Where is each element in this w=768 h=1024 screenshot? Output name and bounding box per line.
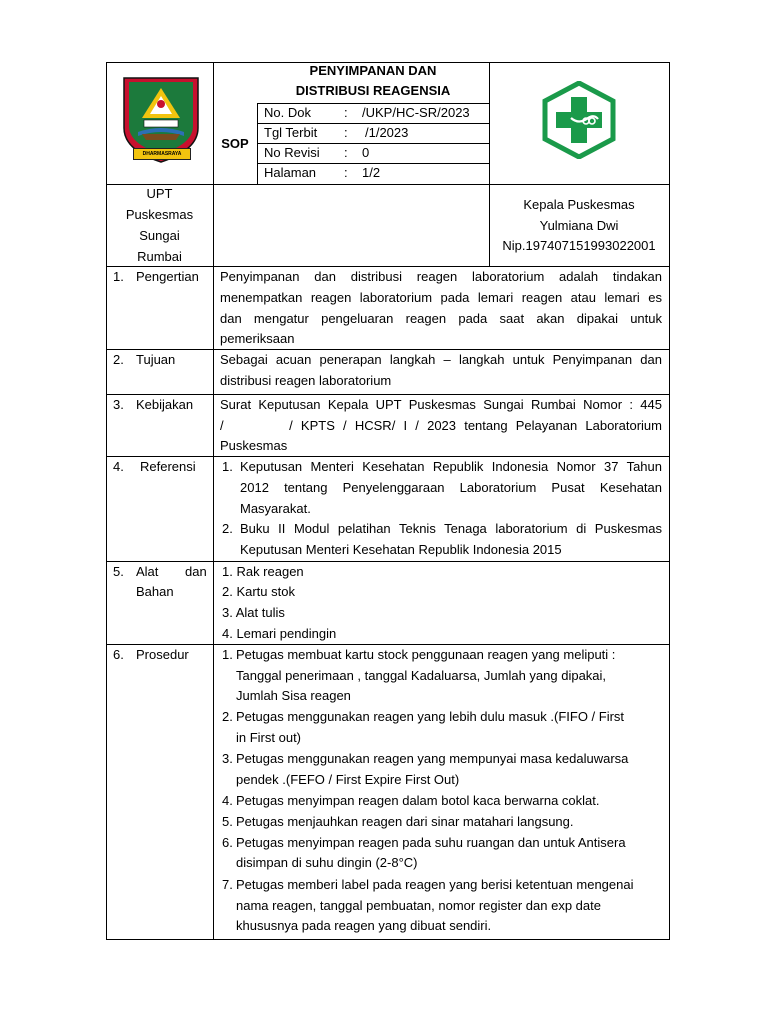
list-line: khususnya pada reagen yang dibuat sendiri. xyxy=(236,918,492,933)
list-number: 2. xyxy=(222,521,233,536)
doc-field-value: /UKP/HC-SR/2023 xyxy=(362,105,470,120)
list-line: Petugas menggunakan reagen yang lebih dulu masuk .(FIFO / First xyxy=(236,709,625,724)
list-line: Petugas menyimpan reagen pada suhu ruangan dan untuk Antisera xyxy=(236,835,626,850)
body-line: dan mengatur pengeluaran reagen pada saat akan dipakai untuk xyxy=(220,311,662,326)
signatory-name: Yulmiana Dwi xyxy=(539,218,619,233)
column-divider xyxy=(213,62,214,940)
section-label: Alat xyxy=(136,564,159,579)
unit-line: UPT xyxy=(146,186,173,201)
list-line: Masyarakat. xyxy=(240,501,311,516)
list-number: 1. xyxy=(222,459,233,474)
doc-field-sep: : xyxy=(344,145,348,160)
body-line: Surat Keputusan Kepala UPT Puskesmas Sungai Rumbai Nomor : 445 xyxy=(220,397,662,412)
health-cross-icon xyxy=(542,81,616,159)
doc-field-label: Tgl Terbit xyxy=(264,125,318,140)
table-right-border xyxy=(669,62,670,940)
list-line: Keputusan Menteri Kesehatan Republik Indonesia Nomor 37 Tahun xyxy=(240,459,662,474)
doc-field-value: 0 xyxy=(362,145,370,160)
doc-field-sep: : xyxy=(344,125,348,140)
section-label: Tujuan xyxy=(136,352,176,367)
section-number: 5. xyxy=(113,564,124,579)
body-line: menempatkan reagen laboratorium pada lemari reagen atau lemari es xyxy=(220,290,662,305)
unit-line: Sungai xyxy=(139,228,180,243)
doc-field-label: No. Dok xyxy=(264,105,311,120)
sop-label: SOP xyxy=(221,136,249,151)
list-line: Petugas menjauhkan reagen dari sinar matahari langsung. xyxy=(236,814,574,829)
section-label: Prosedur xyxy=(136,647,189,662)
section-number: 2. xyxy=(113,352,124,367)
district-logo xyxy=(120,74,202,166)
list-line: in First out) xyxy=(236,730,302,745)
list-item: 3. Alat tulis xyxy=(222,605,285,620)
list-line: Petugas membuat kartu stock penggunaan reagen yang meliputi : xyxy=(236,647,616,662)
signatory-title: Kepala Puskesmas xyxy=(523,197,635,212)
list-number: 6. xyxy=(222,835,233,850)
doc-field-value: 1/2 xyxy=(362,165,381,180)
list-line: Petugas memberi label pada reagen yang berisi ketentuan mengenai xyxy=(236,877,634,892)
doc-field-label: No Revisi xyxy=(264,145,320,160)
list-line: Tanggal penerimaan , tanggal Kadaluarsa, Jumlah yang dipakai, xyxy=(236,668,607,683)
list-line: Keputusan Menteri Kesehatan Republik Indonesia 2015 xyxy=(240,542,562,557)
doc-field-label: Halaman xyxy=(264,165,317,180)
body-line: pemeriksaan xyxy=(220,331,295,346)
list-number: 2. xyxy=(222,709,233,724)
list-line: pendek .(FEFO / First Expire First Out) xyxy=(236,772,460,787)
logo-motto: DHARMASRAYA xyxy=(133,148,191,160)
body-line: distribusi reagen laboratorium xyxy=(220,373,392,388)
section-number: 3. xyxy=(113,397,124,412)
doc-field-value: /1/2023 xyxy=(365,125,409,140)
list-item: 4. Lemari pendingin xyxy=(222,626,337,641)
body-line: Puskesmas xyxy=(220,438,288,453)
section-label: Kebijakan xyxy=(136,397,194,412)
body-line: / / KPTS / HCSR/ I / 2023 tentang Pelayanan Laboratorium xyxy=(220,418,662,433)
sop-divider xyxy=(257,103,258,184)
list-item: 2. Kartu stok xyxy=(222,584,295,599)
puskesmas-logo xyxy=(542,81,616,159)
list-line: Buku II Modul pelatihan Teknis Tenaga laboratorium di Puskesmas xyxy=(240,521,662,536)
list-line: Petugas menggunakan reagen yang mempunyai masa kedaluwarsa xyxy=(236,751,629,766)
list-number: 3. xyxy=(222,751,233,766)
table-bottom-border xyxy=(106,939,669,940)
section-label: Pengertian xyxy=(136,269,199,284)
list-line: Jumlah Sisa reagen xyxy=(236,688,351,703)
list-line: nama reagen, tanggal pembuatan, nomor register dan exp date xyxy=(236,898,601,913)
unit-line: Puskesmas xyxy=(125,207,194,222)
signatory-nip: Nip.197407151993022001 xyxy=(502,238,656,253)
list-number: 4. xyxy=(222,793,233,808)
list-line: disimpan di suhu dingin (2-8°C) xyxy=(236,855,418,870)
list-line: Petugas menyimpan reagen dalam botol kaca berwarna coklat. xyxy=(236,793,600,808)
section-label: dan xyxy=(185,564,207,579)
body-line: Sebagai acuan penerapan langkah – langkah untuk Penyimpanan dan xyxy=(220,352,662,367)
list-item: 1. Rak reagen xyxy=(222,564,304,579)
doc-title-line1: PENYIMPANAN DAN xyxy=(309,63,437,78)
section-number: 1. xyxy=(113,269,124,284)
doc-field-sep: : xyxy=(344,105,348,120)
section-number: 6. xyxy=(113,647,124,662)
section-label: Referensi xyxy=(140,459,196,474)
unit-line: Rumbai xyxy=(137,249,182,264)
list-number: 7. xyxy=(222,877,233,892)
list-number: 5. xyxy=(222,814,233,829)
body-line: Penyimpanan dan distribusi reagen laboratorium adalah tindakan xyxy=(220,269,662,284)
list-line: 2012 tentang Penyelenggaraan Laboratorium Pusat Kesehatan xyxy=(240,480,662,495)
doc-field-sep: : xyxy=(344,165,348,180)
section-number: 4. xyxy=(113,459,124,474)
section-label: Bahan xyxy=(136,584,174,599)
list-number: 1. xyxy=(222,647,233,662)
doc-title-line2: DISTRIBUSI REAGENSIA xyxy=(295,83,451,98)
